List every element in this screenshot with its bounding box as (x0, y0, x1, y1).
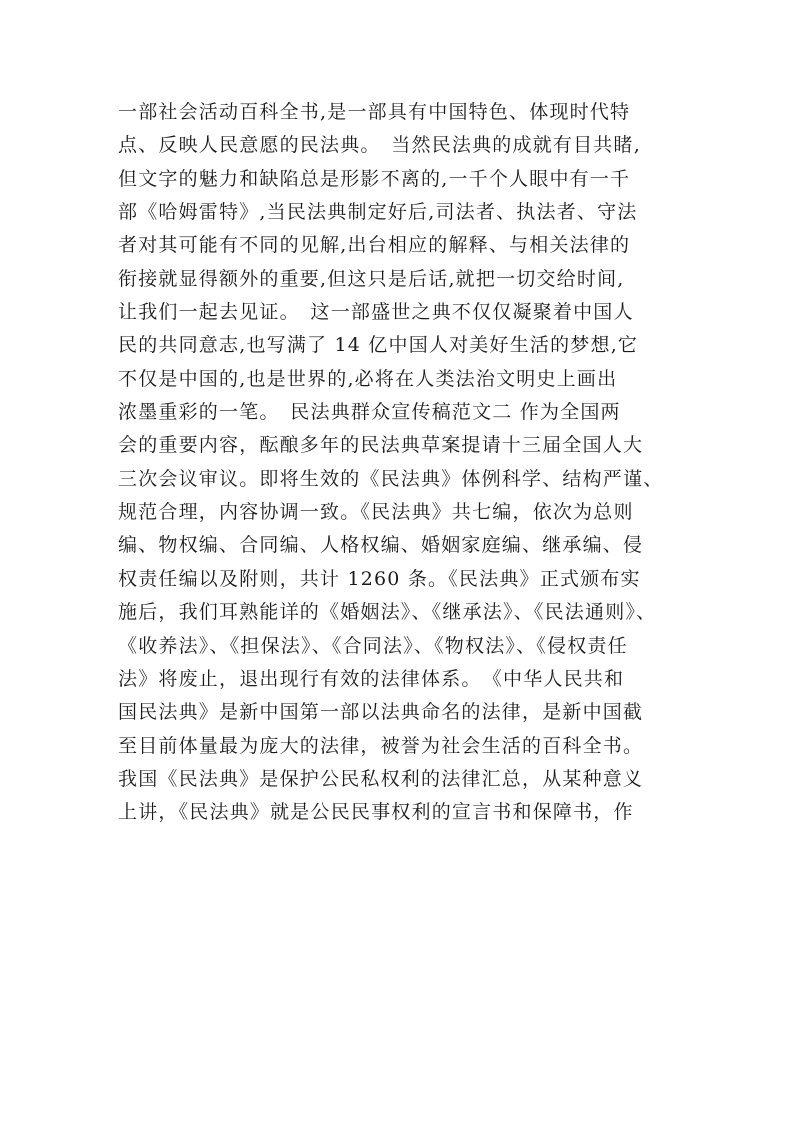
text-line: 三次会议审议。即将生效的《民法典》体例科学、结构严谨、 (118, 467, 664, 490)
text-line: 施后，我们耳熟能详的《婚姻法》、《继承法》、《民法通则》、 (118, 601, 657, 624)
text-line: 民的共同意志,也写满了 14 亿中国人对美好生活的梦想,它 (118, 334, 639, 357)
text-line: 国民法典》是新中国第一部以法典命名的法律，是新中国截 (118, 701, 644, 724)
text-line: 会的重要内容，酝酿多年的民法典草案提请十三届全国人大 (118, 434, 644, 457)
text-line: 规范合理，内容协调一致。《民法典》共七编，依次为总则 (118, 501, 634, 524)
text-line: 编、物权编、合同编、人格权编、婚姻家庭编、继承编、侵 (118, 534, 644, 557)
text-line: 我国《民法典》是保护公民私权利的法律汇总，从某种意义 (118, 767, 644, 790)
text-line: 至目前体量最为庞大的法律，被誉为社会生活的百科全书。 (118, 734, 644, 757)
text-line: 部《哈姆雷特》,当民法典制定好后,司法者、执法者、守法 (118, 201, 638, 224)
body-text (118, 96, 718, 830)
text-line: 让我们一起去见证。 这一部盛世之典不仅仅凝聚着中国人 (118, 301, 634, 324)
text-line: 不仅是中国的,也是世界的,必将在人类法治文明史上画出 (118, 367, 618, 390)
text-line: 浓墨重彩的一笔。 民法典群众宣传稿范文二 作为全国两 (118, 401, 621, 424)
text-line: 衔接就显得额外的重要,但这只是后话,就把一切交给时间, (118, 267, 625, 290)
text-line: 《收养法》、《担保法》、《合同法》、《物权法》、《侵权责任 (118, 634, 628, 657)
text-line: 权责任编以及附则，共计 1260 条。《民法典》正式颁布实 (118, 567, 641, 590)
text-line: 一部社会活动百科全书,是一部具有中国特色、体现时代特 (118, 101, 631, 123)
text-line: 法》将废止，退出现行有效的法律体系。 《中华人民共和 (118, 667, 625, 690)
text-line: 上讲，《民法典》就是公民民事权利的宣言书和保障书，作 (118, 801, 634, 824)
text-line: 点、反映人民意愿的民法典。 当然民法典的成就有目共睹, (118, 134, 641, 157)
text-line: 但文字的魅力和缺陷总是形影不离的,一千个人眼中有一千 (118, 167, 631, 190)
text-line: 者对其可能有不同的见解,出台相应的解释、与相关法律的 (118, 234, 631, 257)
